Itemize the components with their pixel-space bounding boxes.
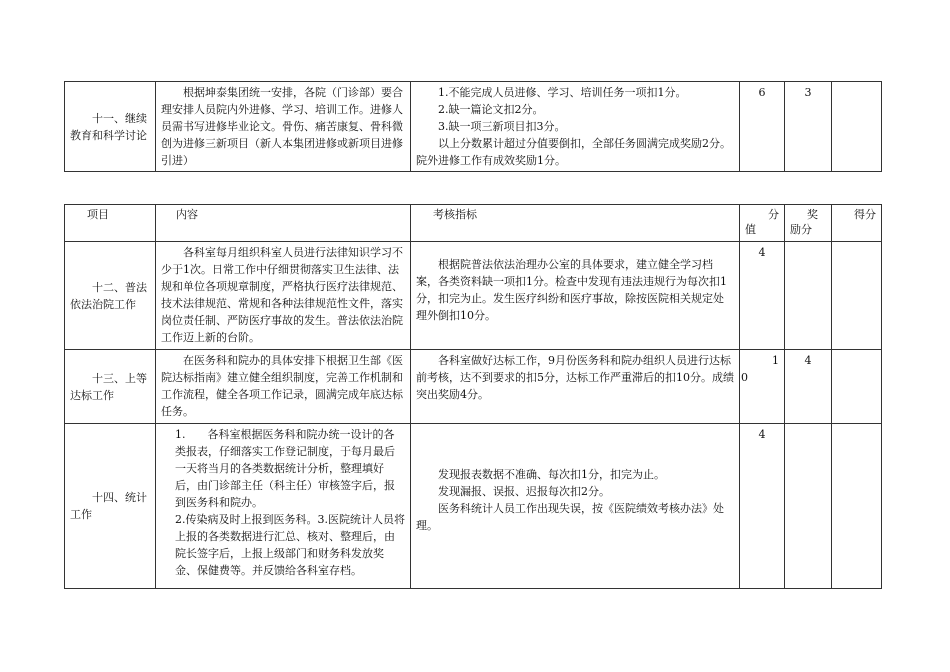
criteria-cell — [411, 424, 740, 589]
project-cell: 十一、继续教育和科学讨论 — [65, 82, 156, 172]
criteria-cell: 根据院普法依法治理办公室的具体要求，建立健全学习档案，各类资料缺一项扣1分。检查中发现有违法违规行为每次扣1分，扣完为止。发生医疗纠纷和医疗事故，除按医院相关规定处理外倒扣10分。 — [411, 242, 740, 350]
bonus-cell: 4 — [785, 350, 832, 424]
header-score-line2: 值 — [745, 223, 756, 236]
bonus-cell — [785, 242, 832, 350]
header-content: 内容 — [156, 205, 411, 242]
content-cell — [156, 424, 411, 589]
score-line1: 1 — [772, 354, 779, 367]
bonus-cell — [785, 424, 832, 589]
content-cell: 在医务科和院办的具体安排下根据卫生部《医院达标指南》建立健全组织制度，完善工作机制和工作流程，健全各项工作记录，圆满完成年底达标任务。 — [156, 350, 411, 424]
project-cell: 十三、上等达标工作 — [65, 350, 156, 424]
table-row — [65, 424, 882, 589]
project-cell: 十二、普法依法治院工作 — [65, 242, 156, 350]
header-earned: 得分 — [832, 205, 882, 242]
earned-cell — [832, 350, 882, 424]
criteria-line: 1.不能完成人员进修、学习、培训任务一项扣1分。 — [438, 86, 687, 99]
table-continuing-education — [64, 81, 882, 172]
score-cell: 6 — [740, 82, 785, 172]
score-cell — [740, 350, 785, 424]
criteria-line: 发现漏报、误报、迟报每次扣2分。 — [438, 485, 610, 498]
content-cell: 根据坤泰集团统一安排，各院（门诊部）要合理安排人员院内外进修、学习、培训工作。进修人员需书写进修毕业论文。骨伤、痛苦康复、骨科微创为进修三新项目（新人本集团进修或新项目进修引进） — [156, 82, 411, 172]
header-row — [65, 205, 882, 242]
earned-cell — [832, 82, 882, 172]
earned-cell — [832, 424, 882, 589]
criteria-line: 发现报表数据不准确、每次扣1分，扣完为止。 — [438, 468, 665, 481]
criteria-line: 3.缺一项三新项目扣3分。 — [438, 120, 566, 133]
criteria-cell — [411, 82, 740, 172]
header-bonus-line2: 励分 — [790, 223, 812, 236]
table-row — [65, 242, 882, 350]
earned-cell — [832, 242, 882, 350]
header-bonus — [785, 205, 832, 242]
content-paragraph: 2.传染病及时上报到医务科。3.医院统计人员将上报的各类数据进行汇总、核对、整理后，由院长签字后，上报上级部门和财务科发放奖金、保健费等。并反馈给各科室存档。 — [175, 513, 405, 577]
header-project: 项目 — [65, 205, 156, 242]
criteria-line: 2.缺一篇论文扣2分。 — [438, 103, 544, 116]
score-cell: 4 — [740, 424, 785, 589]
criteria-cell: 各科室做好达标工作，9月份医务科和院办组织人员进行达标前考核，达不到要求的扣5分，达标工作严重滞后的扣10分。成绩突出奖励4分。 — [411, 350, 740, 424]
table-row — [65, 350, 882, 424]
score-cell: 4 — [740, 242, 785, 350]
header-score — [740, 205, 785, 242]
project-cell: 十四、统计工作 — [65, 424, 156, 589]
header-bonus-line1: 奖 — [807, 208, 818, 221]
header-criteria: 考核指标 — [411, 205, 740, 242]
content-cell: 各科室每月组织科室人员进行法律知识学习不少于1次。日常工作中仔细贯彻落实卫生法律、法规和单位各项规章制度，严格执行医疗法律规范、技术法律规范、常规和各种法律规范性文件，落实岗位责任制、严防医疗事故的发生。普法依法治院工作迈上新的台阶。 — [156, 242, 411, 350]
criteria-line: 医务科统计人员工作出现失误，按《医院绩效考核办法》处理。 — [416, 502, 724, 532]
table-assessment — [64, 204, 882, 589]
criteria-line: 以上分数累计超过分值要倒扣，全部任务圆满完成奖励2分。院外进修工作有成效奖励1分。 — [416, 137, 731, 167]
table-row — [65, 82, 882, 172]
content-paragraph: 1. 各科室根据医务科和院办统一设计的各类报表，仔细落实工作登记制度，于每月最后一天将当月的各类数据统计分析，整理填好后，由门诊部主任（科主任）审核签字后，报到医务科和院办。 — [175, 428, 395, 509]
header-score-line1: 分 — [768, 208, 779, 221]
bonus-cell: 3 — [785, 82, 832, 172]
score-line2: 0 — [741, 371, 748, 384]
